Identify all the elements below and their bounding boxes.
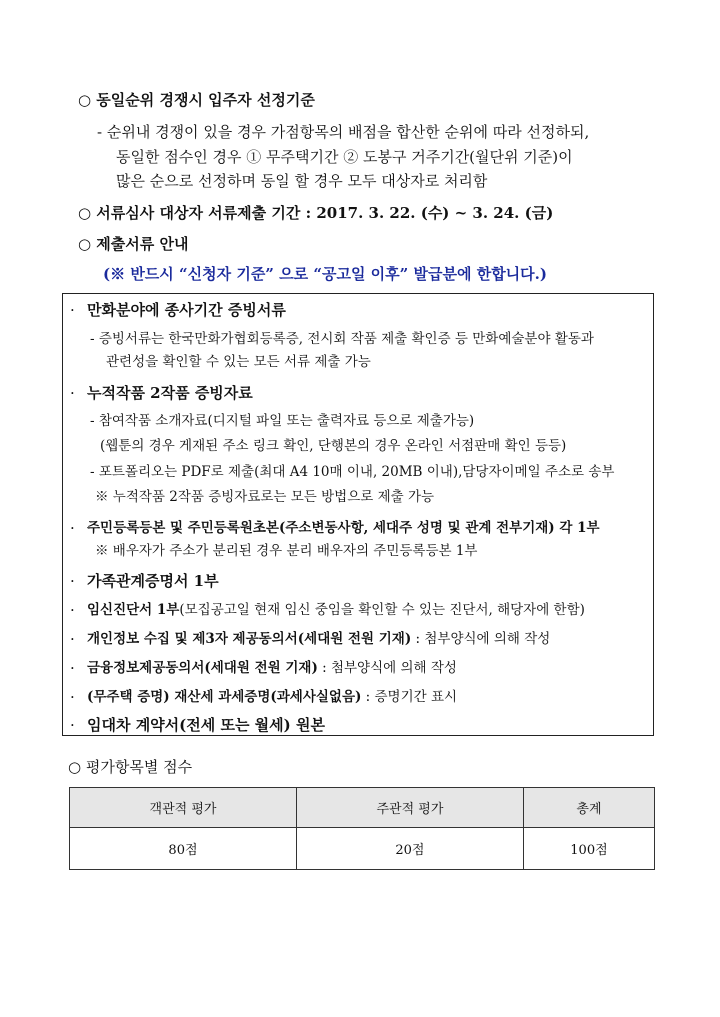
doc-item-pregnancy-note: (모집공고일 현재 임신 중임을 확인할 수 있는 진단서, 해당자에 한함): [179, 602, 585, 618]
doc-item-bullet: ·: [70, 572, 75, 590]
doc-item-career-proof: 만화분야에 종사기간 증빙서류: [87, 301, 286, 319]
tiebreak-title: ○ 동일순위 경쟁시 입주자 선정기준: [78, 91, 315, 109]
doc-item-bullet: ·: [70, 519, 75, 537]
doc-item-bullet: ·: [70, 716, 75, 734]
doc-item-bullet: ·: [70, 688, 75, 706]
doc-item-detail: - 참여작품 소개자료(디지털 파일 또는 출력자료 등으로 제출가능): [90, 413, 475, 429]
tiebreak-line-3: 많은 순으로 선정하며 동일 할 경우 모두 대상자로 처리함: [116, 172, 488, 190]
tiebreak-line-1: - 순위내 경쟁이 있을 경우 가점항목의 배점을 합산한 순위에 따라 선정하되,: [97, 123, 590, 141]
doc-item-bullet: ·: [70, 384, 75, 402]
doc-item-bullet: ·: [70, 659, 75, 677]
doc-item-tax-title: (무주택 증명) 재산세 과세증명(과세사실없음): [87, 689, 362, 705]
doc-item-detail: - 포트폴리오는 PDF로 제출(최대 A4 10매 이내, 20MB 이내),담당자이메일 주소로 송부: [90, 464, 615, 480]
doc-item-tax-certificate: [87, 687, 457, 707]
doc-item-bullet: ·: [70, 301, 75, 319]
score-section-title: ○ 평가항목별 점수: [68, 758, 193, 776]
doc-item-bullet: ·: [70, 601, 75, 619]
score-header-total: 총계: [523, 788, 654, 828]
score-header-subjective: 주관적 평가: [296, 788, 523, 828]
score-value-subjective: 20점: [296, 828, 523, 870]
docs-guide-title: ○ 제출서류 안내: [78, 235, 189, 253]
doc-item-works-proof: 누적작품 2작품 증빙자료: [87, 384, 253, 402]
submission-period: ○ 서류심사 대상자 서류제출 기간 : 2017. 3. 22. (수) ~ 3. 24. (금): [78, 204, 554, 222]
doc-item-privacy-title: 개인정보 수집 및 제3자 제공동의서(세대원 전원 기재): [87, 631, 412, 647]
doc-item-note: ※ 누적작품 2작품 증빙자료로는 모든 방법으로 제출 가능: [95, 489, 435, 505]
score-table: [69, 787, 655, 870]
doc-item-finance-title: 금융정보제공동의서(세대원 전원 기재): [87, 660, 318, 676]
tiebreak-line-2: 동일한 점수인 경우 ① 무주택기간 ② 도봉구 거주기간(월단위 기준)이: [116, 148, 573, 166]
score-table-header-row: [70, 788, 655, 828]
doc-item-lease-contract: 임대차 계약서(전세 또는 월세) 원본: [87, 716, 325, 734]
doc-item-family-certificate: 가족관계증명서 1부: [87, 572, 219, 590]
doc-item-note: ※ 배우자가 주소가 분리된 경우 분리 배우자의 주민등록등본 1부: [95, 543, 478, 559]
score-table-value-row: [70, 828, 655, 870]
score-value-objective: 80점: [70, 828, 297, 870]
doc-item-pregnancy-title: 임신진단서 1부: [87, 602, 180, 618]
doc-item-tax-note: : 증명기간 표시: [361, 689, 458, 705]
docs-guide-notice: (※ 반드시 “신청자 기준” 으로 “공고일 이후” 발급분에 한합니다.): [103, 265, 547, 283]
doc-item-pregnancy: [87, 600, 585, 620]
doc-item-finance-note: : 첨부양식에 의해 작성: [317, 660, 457, 676]
doc-item-finance-consent: [87, 658, 457, 678]
doc-item-detail: - 증빙서류는 한국만화가협회등록증, 전시회 작품 제출 확인증 등 만화예술분야 활동과: [90, 331, 594, 347]
score-header-objective: 객관적 평가: [70, 788, 297, 828]
doc-item-privacy-note: : 첨부양식에 의해 작성: [411, 631, 551, 647]
doc-item-privacy-consent: [87, 629, 550, 649]
doc-item-resident-register: 주민등록등본 및 주민등록원초본(주소변동사항, 세대주 성명 및 관계 전부기재) 각 1부: [87, 520, 600, 536]
doc-item-detail: (웹툰의 경우 게재된 주소 링크 확인, 단행본의 경우 온라인 서점판매 확인 등등): [100, 438, 567, 454]
score-value-total: 100점: [523, 828, 654, 870]
doc-item-detail: 관련성을 확인할 수 있는 모든 서류 제출 가능: [106, 354, 371, 370]
doc-item-bullet: ·: [70, 630, 75, 648]
